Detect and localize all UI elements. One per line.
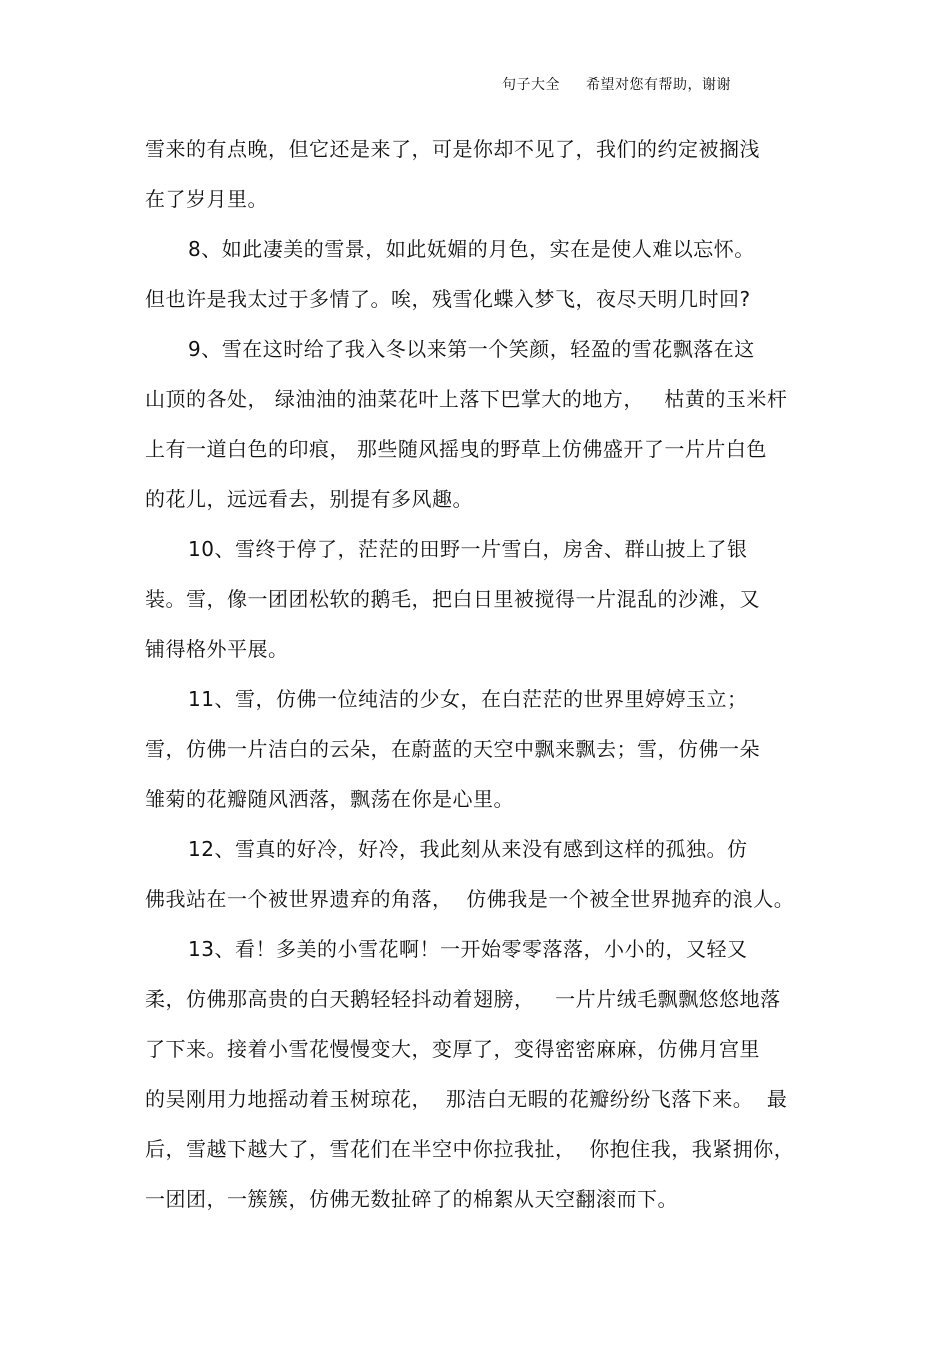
header-left-text: 句子大全 <box>502 77 560 93</box>
text-line: 雏菊的花瓣随风洒落，飘荡在你是心里。 <box>145 787 514 811</box>
text-line: 一团团，一簇簇，仿佛无数扯碎了的棉絮从天空翻滚而下。 <box>145 1187 678 1211</box>
header-right-text: 希望对您有帮助，谢谢 <box>586 77 731 93</box>
text-line: 佛我站在一个被世界遗弃的角落， 仿佛我是一个被全世界抛弃的浪人。 <box>145 887 795 911</box>
text-line: 雪，仿佛一片洁白的云朵，在蔚蓝的天空中飘来飘去；雪，仿佛一朵 <box>145 737 760 761</box>
text-line: 13、看！多美的小雪花啊！一开始零零落落，小小的，又轻又 <box>188 937 748 961</box>
text-line: 11、雪，仿佛一位纯洁的少女，在白茫茫的世界里婷婷玉立； <box>188 687 748 711</box>
page-header <box>502 74 731 94</box>
text-line: 12、雪真的好冷，好冷，我此刻从来没有感到这样的孤独。仿 <box>188 837 748 861</box>
text-line: 山顶的各处， 绿油油的油菜花叶上落下巴掌大的地方， 枯黄的玉米杆 <box>145 387 788 411</box>
text-line: 但也许是我太过于多情了。唉，残雪化蝶入梦飞，夜尽天明几时回? <box>145 287 751 311</box>
text-line: 柔，仿佛那高贵的白天鹅轻轻抖动着翅膀， 一片片绒毛飘飘悠悠地落 <box>145 987 781 1011</box>
text-line: 8、如此凄美的雪景，如此妩媚的月色，实在是使人难以忘怀。 <box>188 237 755 261</box>
text-line: 上有一道白色的印痕， 那些随风摇曳的野草上仿佛盛开了一片片白色 <box>145 437 767 461</box>
text-line: 10、雪终于停了，茫茫的田野一片雪白，房舍、群山披上了银 <box>188 537 748 561</box>
text-line: 装。雪，像一团团松软的鹅毛，把白日里被搅得一片混乱的沙滩，又 <box>145 587 760 611</box>
text-line: 的吴刚用力地摇动着玉树琼花， 那洁白无暇的花瓣纷纷飞落下来。 最 <box>145 1087 788 1111</box>
text-line: 雪来的有点晚，但它还是来了，可是你却不见了，我们的约定被搁浅 <box>145 137 760 161</box>
text-line: 后，雪越下越大了，雪花们在半空中你拉我扯， 你抱住我，我紧拥你， <box>145 1137 795 1161</box>
text-line: 9、雪在这时给了我入冬以来第一个笑颜，轻盈的雪花飘落在这 <box>188 337 755 361</box>
text-line: 了下来。接着小雪花慢慢变大，变厚了，变得密密麻麻，仿佛月宫里 <box>145 1037 760 1061</box>
text-line: 铺得格外平展。 <box>145 637 289 661</box>
document-body <box>145 124 825 1224</box>
text-line: 在了岁月里。 <box>145 187 268 211</box>
text-line: 的花儿，远远看去，别提有多风趣。 <box>145 487 473 511</box>
